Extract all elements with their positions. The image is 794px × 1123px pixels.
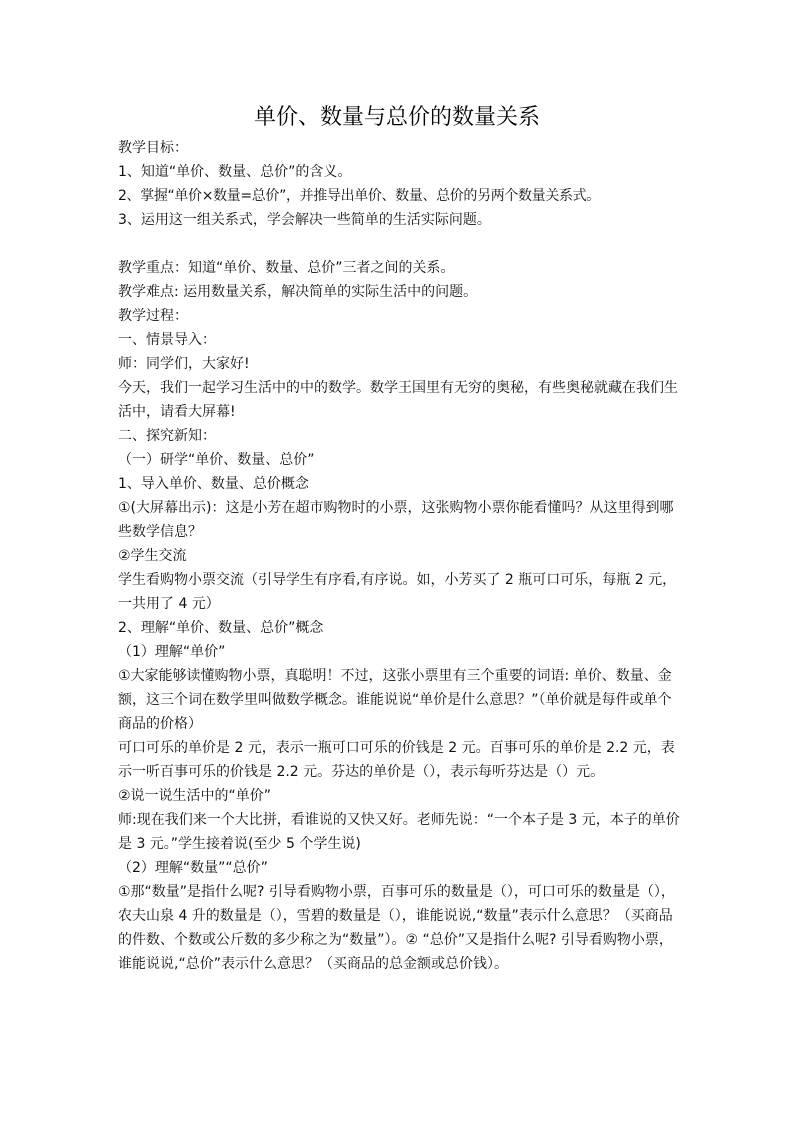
paragraph: ②说一说生活中的“单价” — [118, 788, 272, 804]
document-body — [118, 136, 684, 976]
key-point: 教学重点：知道“单价、数量、总价”三者之间的关系。 — [118, 260, 455, 276]
paragraph: 师：同学们，大家好! — [118, 356, 250, 372]
subsection-heading: （一）研学“单价、数量、总价” — [118, 452, 315, 468]
difficult-point: 教学难点: 运用数量关系，解决简单的实际生活中的问题。 — [118, 284, 478, 300]
paragraph: ①那“数量”是指什么呢? 引导看购物小票，百事可乐的数量是（），可口可乐的数量是（），农夫山泉 4 升的数量是（），雪碧的数量是（），谁能说说,“数量”表示什么意思？（买商品的件数、个数或公斤数的多少称之为“数量”）。② “总价”又是指什么呢? 引导看购物小票，谁能说说,“总价”表示什么意思？（买商品的总金额或总价钱）。 — [118, 884, 675, 972]
paragraph: ①(大屏幕出示)：这是小芳在超市购物时的小票，这张购物小票你能看懂吗？从这里得到哪些数学信息？ — [118, 500, 674, 540]
paragraph: 可口可乐的单价是 2 元，表示一瓶可口可乐的价钱是 2 元。百事可乐的单价是 2.2 元，表示一听百事可乐的价钱是 2.2 元。芬达的单价是（），表示每听芬达是（）元。 — [118, 740, 675, 780]
paragraph: （2）理解“数量”“总价” — [118, 860, 268, 876]
paragraph: 师:现在我们来一个大比拼，看谁说的又快又好。老师先说：“一个本子是 3 元，本子的单价是 3 元。”学生接着说(至少 5 个学生说) — [118, 812, 680, 852]
paragraph: 2、理解“单价、数量、总价”概念 — [118, 620, 324, 636]
page-title: 单价、数量与总价的数量关系 — [253, 105, 540, 130]
paragraph: （1）理解“单价” — [118, 644, 226, 660]
objectives-heading: 教学目标： — [118, 140, 188, 156]
section-1-heading: 一、情景导入： — [118, 332, 216, 348]
objective-1: 1、知道“单价、数量、总价”的含义。 — [118, 164, 352, 180]
paragraph: ②学生交流 — [118, 548, 187, 564]
objective-3: 3、运用这一组关系式，学会解决一些简单的生活实际问题。 — [118, 212, 491, 228]
paragraph: 今天，我们一起学习生活中的中的数学。数学王国里有无穷的奥秘，有些奥秘就藏在我们生活中，请看大屏幕! — [118, 380, 678, 420]
blank-line — [118, 232, 684, 256]
paragraph: 1、导入单价、数量、总价概念 — [118, 476, 309, 492]
paragraph: ①大家能够读懂购物小票，真聪明！不过，这张小票里有三个重要的词语: 单价、数量、金额，这三个词在数学里叫做数学概念。谁能说说“单价是什么意思？”（单价就是每件或单个商品的价格） — [118, 668, 672, 732]
objective-2: 2、掌握“单价×数量=总价”，并推导出单价、数量、总价的另两个数量关系式。 — [118, 188, 600, 204]
section-2-heading: 二、探究新知： — [118, 428, 216, 444]
process-heading: 教学过程： — [118, 308, 188, 324]
paragraph: 学生看购物小票交流（引导学生有序看,有序说。如，小芳买了 2 瓶可口可乐，每瓶 2 元，一共用了 4 元） — [118, 572, 677, 612]
